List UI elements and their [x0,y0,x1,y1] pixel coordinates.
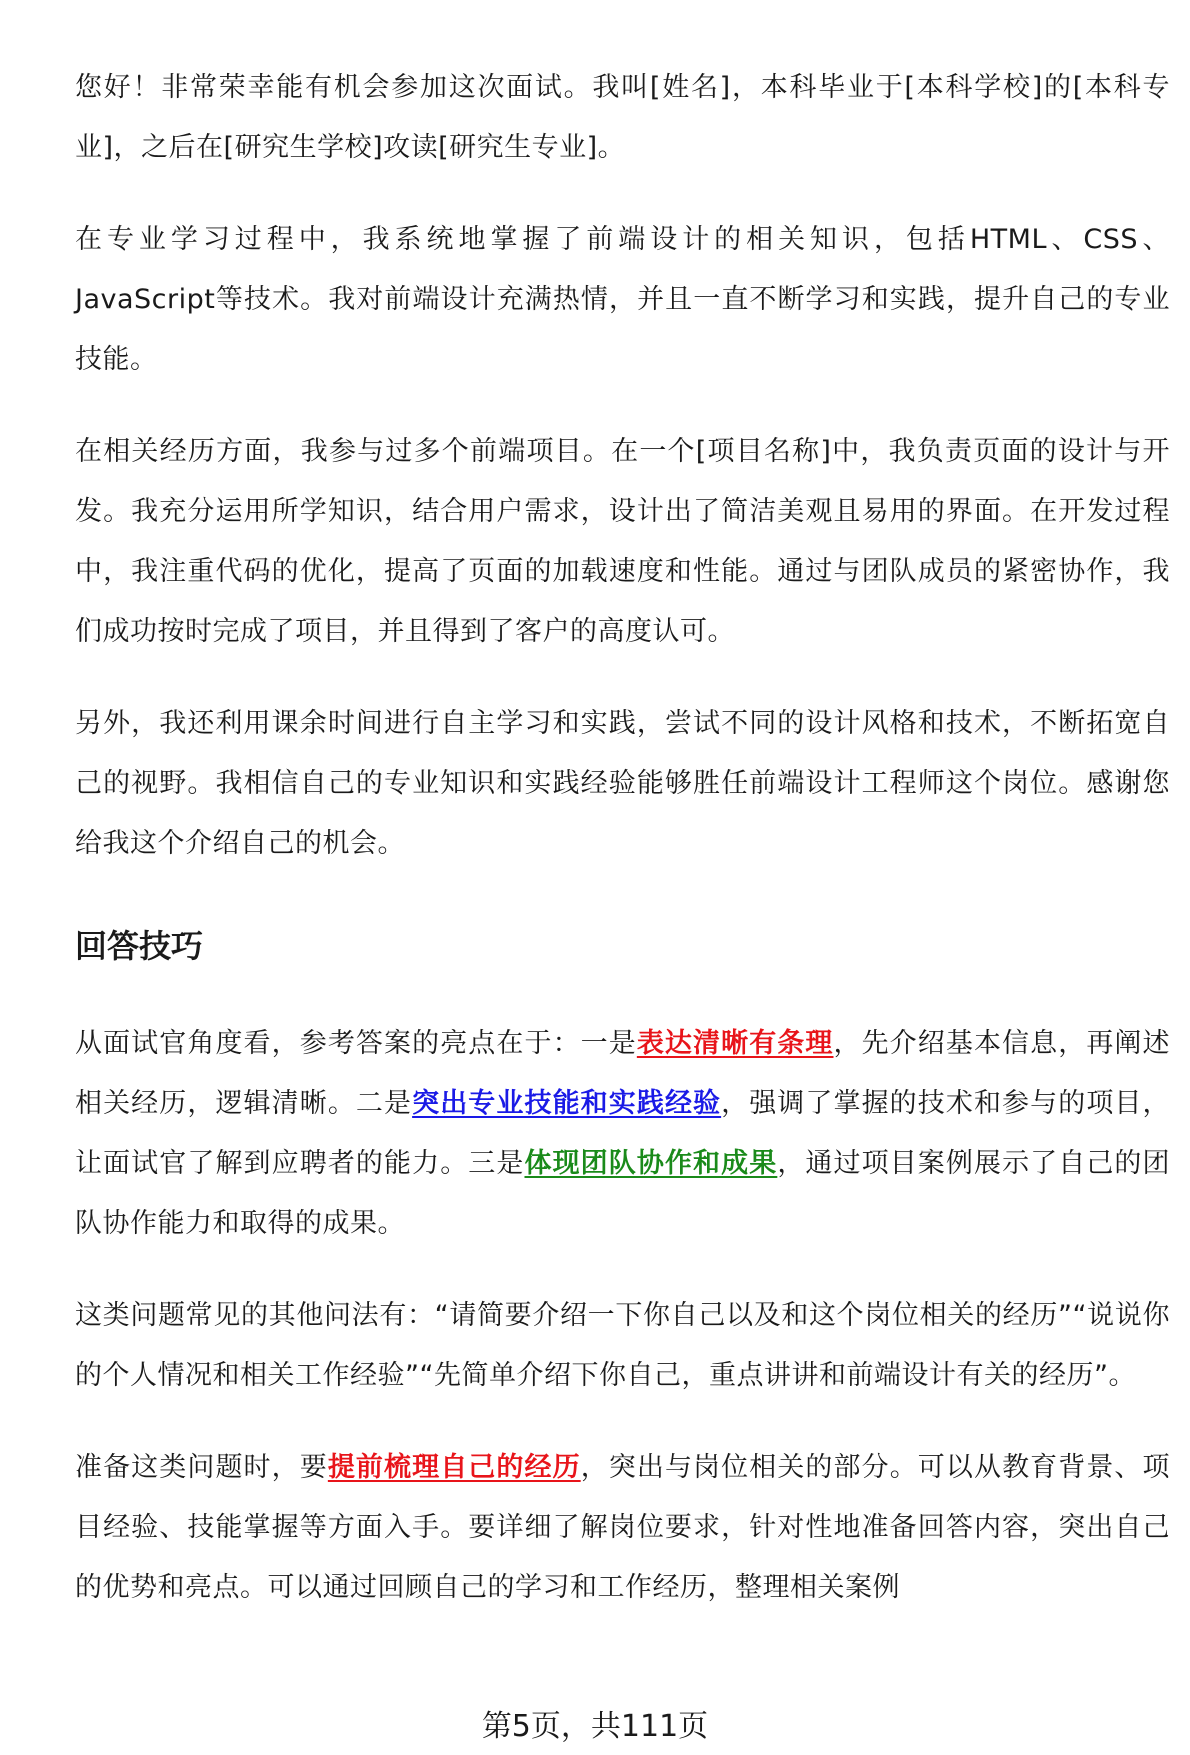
highlight-blue: 突出专业技能和实践经验 [412,1088,722,1119]
section-heading: 回答技巧 [75,927,204,965]
text: 从面试官角度看，参考答案的亮点在于：一是 [75,1028,637,1059]
highlight-red: 提前梳理自己的经历 [327,1452,581,1483]
text: ，突出与岗位相关的部分。可以从教育背景、项目经验、技能掌握等方面入手。要详细了解岗位要求，针对性地准备回答内容，突出自己的优势和亮点。可以通过回顾自己的学习和工作经历，整理相关案例 [75,1452,1171,1603]
document-body [75,58,1170,1650]
text: ，通过项目案例展示了自己的团队协作能力和取得的成果。 [75,1148,1171,1239]
tips-paragraph-3 [75,1438,1170,1618]
tips-paragraph-1 [75,1014,1170,1254]
intro-paragraph-2: 在专业学习过程中，我系统地掌握了前端设计的相关知识，包括HTML、CSS、JavaScript等技术。我对前端设计充满热情，并且一直不断学习和实践，提升自己的专业技能。 [75,224,1170,375]
tips-paragraph-2: 这类问题常见的其他问法有：“请简要介绍一下你自己以及和这个岗位相关的经历”“说说你的个人情况和相关工作经验”“先简单介绍下你自己，重点讲讲和前端设计有关的经历”。 [75,1300,1170,1391]
text: 准备这类问题时，要 [75,1452,328,1483]
highlight-green: 体现团队协作和成果 [524,1148,778,1179]
intro-paragraph-3: 在相关经历方面，我参与过多个前端项目。在一个[项目名称]中，我负责页面的设计与开发。我充分运用所学知识，结合用户需求，设计出了简洁美观且易用的界面。在开发过程中，我注重代码的优化，提高了页面的加载速度和性能。通过与团队成员的紧密协作，我们成功按时完成了项目，并且得到了客户的高度认可。 [75,436,1170,647]
text: ，强调了掌握的技术和参与的项目，让面试官了解到应聘者的能力。三是 [75,1088,1171,1179]
highlight-red: 表达清晰有条理 [636,1028,834,1059]
intro-paragraph-4: 另外，我还利用课余时间进行自主学习和实践，尝试不同的设计风格和技术，不断拓宽自己的视野。我相信自己的专业知识和实践经验能够胜任前端设计工程师这个岗位。感谢您给我这个介绍自己的机会。 [75,708,1170,859]
page-number: 第5页，共111页 [481,1709,709,1744]
text: ，先介绍基本信息，再阐述相关经历，逻辑清晰。二是 [75,1028,1171,1119]
intro-paragraph-1: 您好！非常荣幸能有机会参加这次面试。我叫[姓名]，本科毕业于[本科学校]的[本科专业]，之后在[研究生学校]攻读[研究生专业]。 [75,72,1170,163]
